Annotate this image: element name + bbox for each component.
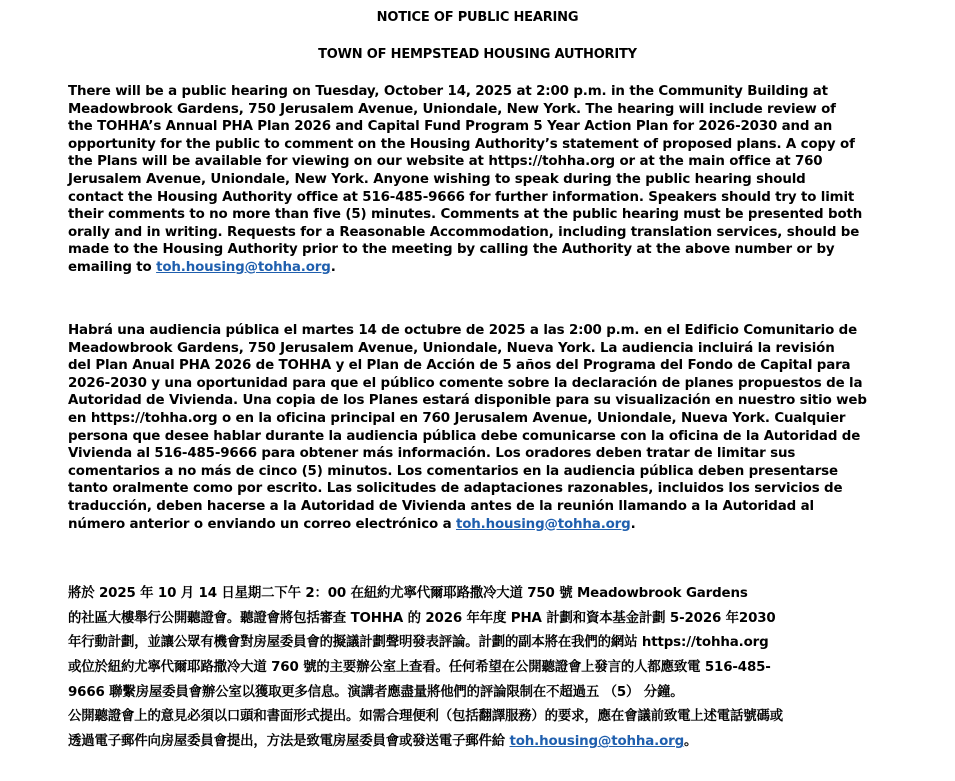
text-line: 年行動計劃，並讓公眾有機會對房屋委員會的擬議計劃聲明發表評論。計劃的副本將在我們的網站 https://tohha.org [68, 635, 769, 651]
text-line: 9666 聯繫房屋委員會辦公室以獲取更多信息。演講者應盡量將他們的評論限制在不超過五 （5） 分鐘。 [68, 684, 684, 700]
text-line: 2026-2030 y una oportunidad para que el público comente sobre la declaración de planes propuestos de la [68, 375, 863, 391]
authority-heading: TOWN OF HEMPSTEAD HOUSING AUTHORITY [318, 47, 637, 62]
text-line: comentarios a no más de cinco (5) minutos. Los comentarios en la audiencia pública deben presentarse [68, 463, 838, 479]
chinese-paragraph [68, 582, 948, 755]
notice-heading: NOTICE OF PUBLIC HEARING [376, 10, 579, 25]
text-line: Meadowbrook Gardens, 750 Jerusalem Avenue, Uniondale, New York. The hearing will include review of [68, 101, 836, 117]
text-line-last [68, 730, 948, 755]
spanish-paragraph [68, 322, 948, 533]
text-fragment: 。 [684, 734, 698, 750]
text-line: contact the Housing Authority office at 516-485-9666 for further information. Speakers should try to limit [68, 189, 855, 205]
text-line: their comments to no more than five (5) minutes. Comments at the public hearing must be presented both [68, 207, 863, 223]
text-line: persona que desee hablar durante la audiencia pública debe comunicarse con la oficina de la Autoridad de [68, 428, 861, 444]
text-line: 將於 2025 年 10 月 14 日星期二下午 2：00 在紐約尤寧代爾耶路撒冷大道 750 號 Meadowbrook Gardens [68, 586, 748, 601]
text-fragment: número anterior o enviando un correo electrónico a [68, 516, 456, 532]
text-line: tanto oralmente como por escrito. Las solicitudes de adaptaciones razonables, incluidos los servicios de [68, 481, 843, 497]
text-line: made to the Housing Authority prior to the meeting by calling the Authority at the above number or by [68, 242, 835, 258]
text-fragment: emailing to [68, 259, 157, 275]
text-line: 或位於紐約尤寧代爾耶路撒冷大道 760 號的主要辦公室上查看。任何希望在公開聽證會上發言的人都應致電 516-485- [68, 660, 771, 676]
text-line: the TOHHA’s Annual PHA Plan 2026 and Capital Fund Program 5 Year Action Plan for 2026-2030 and an [68, 119, 833, 135]
english-paragraph [68, 83, 948, 277]
text-line: Autoridad de Vivienda. Una copia de los Planes estará disponible para su visualización en nuestro sitio web [68, 393, 867, 409]
text-line-last [68, 516, 948, 534]
text-line: Vivienda al 516-485-9666 para obtener más información. Los oradores deben tratar de limitar sus [68, 446, 796, 462]
text-line: Meadowbrook Gardens, 750 Jerusalem Avenue, Uniondale, Nueva York. La audiencia incluirá la revisión [68, 340, 835, 356]
text-fragment: . [330, 259, 336, 275]
text-line: the Plans will be available for viewing on our website at https://tohha.org or at the main office at 760 [68, 154, 823, 170]
text-line: Jerusalem Avenue, Uniondale, New York. Anyone wishing to speak during the public hearing should [68, 171, 806, 187]
text-line: del Plan Anual PHA 2026 de TOHHA y el Plan de Acción de 5 años del Programa del Fondo de Capital para [68, 358, 851, 374]
text-line: opportunity for the public to comment on the Housing Authority’s statement of proposed plans. A copy of [68, 136, 855, 152]
email-link[interactable]: toh.housing@tohha.org [509, 734, 685, 750]
text-line: 公開聽證會上的意見必須以口頭和書面形式提出。如需合理便利（包括翻譯服務）的要求，應在會議前致電上述電話號碼或 [68, 709, 783, 725]
text-fragment: . [630, 516, 636, 532]
email-link[interactable]: toh.housing@tohha.org [156, 259, 331, 275]
text-line: 的社區大樓舉行公開聽證會。聽證會將包括審查 TOHHA 的 2026 年年度 PHA 計劃和資本基金計劃 5-2026 年2030 [68, 610, 776, 626]
email-link[interactable]: toh.housing@tohha.org [455, 516, 631, 532]
text-line-last [68, 259, 948, 277]
text-fragment: 透過電子郵件向房屋委員會提出，方法是致電房屋委員會或發送電子郵件給 [68, 734, 510, 750]
text-line: traducción, deben hacerse a la Autoridad de Vivienda antes de la reunión llamando a la Autoridad al [68, 498, 814, 514]
text-line: orally and in writing. Requests for a Reasonable Accommodation, including translation services, should be [68, 224, 860, 240]
text-line: Habrá una audiencia pública el martes 14 de octubre de 2025 a las 2:00 p.m. en el Edificio Comunitario de [68, 323, 858, 338]
text-line: There will be a public hearing on Tuesday, October 14, 2025 at 2:00 p.m. in the Community Building at [68, 84, 828, 99]
text-line: en https://tohha.org o en la oficina principal en 760 Jerusalem Avenue, Uniondale, Nueva York. Cualquier [68, 410, 846, 426]
